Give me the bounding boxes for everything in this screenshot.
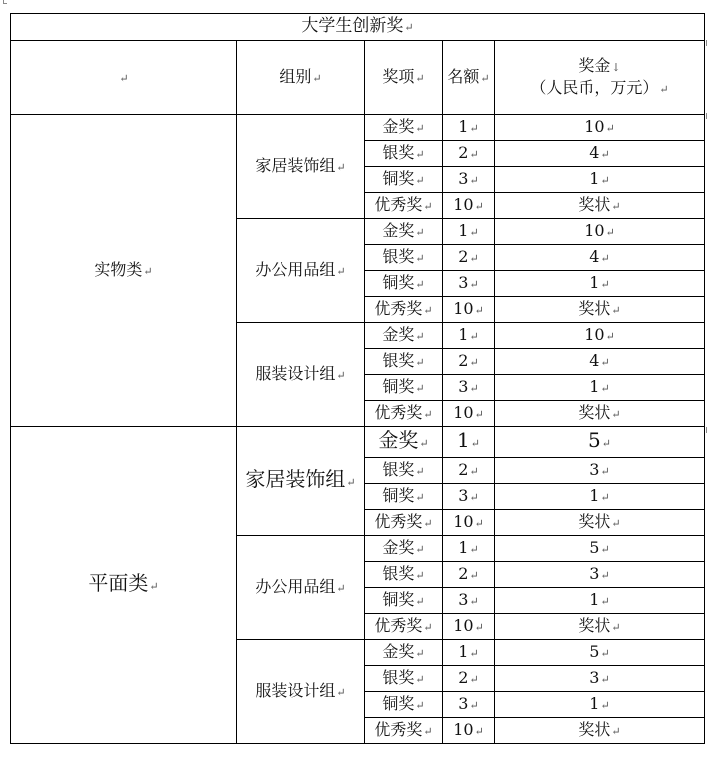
quota-cell <box>443 271 495 297</box>
award-cell <box>365 245 443 271</box>
award-cell <box>365 666 443 692</box>
paragraph-mark-icon: ↵ <box>611 407 621 421</box>
quota-cell <box>443 458 495 484</box>
award-prize: 奖状 <box>578 194 611 214</box>
paragraph-mark-icon: ↵ <box>469 355 479 369</box>
paragraph-mark-icon: ↵ <box>336 685 346 699</box>
paragraph-mark-icon: ↵ <box>611 724 621 738</box>
quota-cell <box>443 193 495 219</box>
award-name: 优秀奖 <box>374 298 423 318</box>
paragraph-mark-icon: ↵ <box>415 464 425 478</box>
paragraph-mark-icon: ↵ <box>474 199 484 213</box>
prize-cell <box>495 614 705 640</box>
award-count: 2 <box>458 459 469 479</box>
header-quota-cell <box>443 41 495 115</box>
award-prize: 1 <box>589 168 600 188</box>
paragraph-mark-icon: ↵ <box>600 490 610 504</box>
prize-cell <box>495 640 705 666</box>
paragraph-mark-icon: ↵ <box>415 381 425 395</box>
award-cell <box>365 692 443 718</box>
quota-cell <box>443 640 495 666</box>
award-cell <box>365 640 443 666</box>
group-name: 家居装饰组 <box>255 155 336 175</box>
quota-cell <box>443 115 495 141</box>
margin-tick <box>703 427 707 433</box>
paragraph-mark-icon: ↵ <box>474 620 484 634</box>
prize-cell <box>495 375 705 401</box>
award-cell <box>365 562 443 588</box>
paragraph-mark-icon: ↵ <box>469 251 479 265</box>
award-name: 银奖 <box>382 142 415 162</box>
award-prize: 奖状 <box>578 719 611 739</box>
award-count: 10 <box>453 298 474 318</box>
paragraph-mark-icon: ↵ <box>469 277 479 291</box>
paragraph-mark-icon: ↵ <box>611 199 621 213</box>
paragraph-mark-icon: ↵ <box>600 698 610 712</box>
award-prize: 4 <box>589 246 600 266</box>
award-cell <box>365 614 443 640</box>
paragraph-mark-icon: ↵ <box>415 698 425 712</box>
award-prize: 5 <box>588 428 601 452</box>
margin-tick <box>703 40 707 46</box>
paragraph-mark-icon: ↵ <box>601 437 611 450</box>
paragraph-mark-icon: ↵ <box>415 225 425 239</box>
paragraph-mark-icon: ↵ <box>469 464 479 478</box>
quota-cell <box>443 219 495 245</box>
prize-cell <box>495 349 705 375</box>
paragraph-mark-icon: ↵ <box>474 303 484 317</box>
paragraph-mark-icon: ↵ <box>423 199 433 213</box>
paragraph-mark-icon: ↵ <box>469 225 479 239</box>
award-count: 10 <box>453 719 474 739</box>
award-prize: 奖状 <box>578 511 611 531</box>
paragraph-mark-icon: ↵ <box>336 160 346 174</box>
prize-cell <box>495 536 705 562</box>
award-count: 1 <box>458 537 469 557</box>
paragraph-mark-icon: ↵ <box>605 329 615 343</box>
category-cell <box>11 115 237 427</box>
award-name: 金奖 <box>382 324 415 344</box>
award-count: 2 <box>458 350 469 370</box>
prize-cell <box>495 427 705 458</box>
award-cell <box>365 219 443 245</box>
quota-cell <box>443 167 495 193</box>
header-group: 组别 <box>279 66 312 86</box>
prize-cell <box>495 666 705 692</box>
award-prize: 1 <box>589 485 600 505</box>
paragraph-mark-icon: ↵ <box>423 724 433 738</box>
paragraph-mark-icon: ↵ <box>415 71 425 85</box>
award-prize: 奖状 <box>578 615 611 635</box>
paragraph-mark-icon: ↵ <box>605 225 615 239</box>
award-name: 金奖 <box>382 537 415 557</box>
paragraph-mark-icon: ↵ <box>470 437 480 450</box>
award-name: 优秀奖 <box>374 719 423 739</box>
award-count: 10 <box>453 194 474 214</box>
quota-cell <box>443 510 495 536</box>
quota-cell <box>443 614 495 640</box>
prize-cell <box>495 718 705 744</box>
award-prize: 3 <box>589 459 600 479</box>
quota-cell <box>443 245 495 271</box>
award-count: 10 <box>453 511 474 531</box>
header-group-cell <box>237 41 365 115</box>
paragraph-mark-icon: ↵ <box>600 251 610 265</box>
award-cell <box>365 458 443 484</box>
paragraph-mark-icon: ↵ <box>423 407 433 421</box>
quota-cell <box>443 297 495 323</box>
award-cell <box>365 375 443 401</box>
table-title-cell <box>11 14 705 41</box>
group-cell <box>237 219 365 323</box>
paragraph-mark-icon: ↵ <box>480 71 490 85</box>
prize-cell <box>495 271 705 297</box>
award-prize: 5 <box>589 537 600 557</box>
group-cell <box>237 323 365 427</box>
table-title: 大学生创新奖 <box>301 16 404 36</box>
quota-cell <box>443 562 495 588</box>
paragraph-mark-icon: ↵ <box>611 516 621 530</box>
prize-cell <box>495 167 705 193</box>
award-prize: 奖状 <box>578 298 611 318</box>
quota-cell <box>443 375 495 401</box>
paragraph-mark-icon: ↵ <box>415 173 425 187</box>
paragraph-mark-icon: ↵ <box>600 355 610 369</box>
award-count: 3 <box>458 168 469 188</box>
award-cell <box>365 167 443 193</box>
paragraph-mark-icon: ↵ <box>423 303 433 317</box>
paragraph-mark-icon: ↵ <box>469 329 479 343</box>
award-name: 铜奖 <box>382 589 415 609</box>
award-count: 1 <box>457 428 470 452</box>
award-name: 铜奖 <box>382 485 415 505</box>
group-name: 服装设计组 <box>255 363 336 383</box>
award-count: 2 <box>458 142 469 162</box>
award-cell <box>365 271 443 297</box>
award-name: 银奖 <box>382 667 415 687</box>
line-break-icon: ↓ <box>611 60 621 74</box>
award-prize: 3 <box>589 563 600 583</box>
header-prize-line2-wrap <box>495 78 704 100</box>
paragraph-mark-icon: ↵ <box>415 672 425 686</box>
table-row <box>11 115 705 141</box>
award-cell <box>365 297 443 323</box>
award-count: 3 <box>458 376 469 396</box>
award-prize: 3 <box>589 667 600 687</box>
header-prize-line1-wrap <box>495 56 704 78</box>
paragraph-mark-icon: ↵ <box>119 71 129 85</box>
header-award: 奖项 <box>382 66 415 86</box>
prize-cell <box>495 562 705 588</box>
paragraph-mark-icon: ↵ <box>415 542 425 556</box>
paragraph-mark-icon: ↵ <box>469 698 479 712</box>
award-prize: 1 <box>589 272 600 292</box>
award-cell <box>365 427 443 458</box>
award-count: 1 <box>458 220 469 240</box>
paragraph-mark-icon: ↵ <box>469 646 479 660</box>
paragraph-mark-icon: ↵ <box>600 173 610 187</box>
paragraph-mark-icon: ↵ <box>469 672 479 686</box>
award-name: 优秀奖 <box>374 194 423 214</box>
paragraph-mark-icon: ↵ <box>600 672 610 686</box>
category-cell <box>11 427 237 744</box>
award-cell <box>365 323 443 349</box>
award-prize: 1 <box>589 693 600 713</box>
paragraph-mark-icon: ↵ <box>469 490 479 504</box>
award-prize: 10 <box>584 324 605 344</box>
paragraph-mark-icon: ↵ <box>600 646 610 660</box>
award-count: 2 <box>458 563 469 583</box>
group-name: 家居装饰组 <box>245 467 346 491</box>
award-prize: 4 <box>589 142 600 162</box>
award-cell <box>365 193 443 219</box>
paragraph-mark-icon: ↵ <box>469 121 479 135</box>
quota-cell <box>443 718 495 744</box>
paragraph-mark-icon: ↵ <box>312 71 322 85</box>
paragraph-mark-icon: ↵ <box>469 147 479 161</box>
prize-cell <box>495 588 705 614</box>
prize-cell <box>495 484 705 510</box>
paragraph-mark-icon: ↵ <box>143 264 153 278</box>
paragraph-mark-icon: ↵ <box>469 542 479 556</box>
prize-cell <box>495 510 705 536</box>
quota-cell <box>443 349 495 375</box>
award-count: 2 <box>458 246 469 266</box>
table-row <box>11 427 705 458</box>
quota-cell <box>443 427 495 458</box>
award-prize: 4 <box>589 350 600 370</box>
paragraph-mark-icon: ↵ <box>611 620 621 634</box>
paragraph-mark-icon: ↵ <box>336 368 346 382</box>
paragraph-mark-icon: ↵ <box>600 542 610 556</box>
paragraph-mark-icon: ↵ <box>336 264 346 278</box>
award-count: 1 <box>458 641 469 661</box>
paragraph-mark-icon: ↵ <box>605 121 615 135</box>
group-name: 办公用品组 <box>255 259 336 279</box>
paragraph-mark-icon: ↵ <box>415 594 425 608</box>
award-count: 1 <box>458 116 469 136</box>
paragraph-mark-icon: ↵ <box>600 277 610 291</box>
award-prize: 奖状 <box>578 402 611 422</box>
paragraph-mark-icon: ↵ <box>600 594 610 608</box>
paragraph-mark-icon: ↵ <box>415 277 425 291</box>
prize-cell <box>495 141 705 167</box>
quota-cell <box>443 666 495 692</box>
award-cell <box>365 718 443 744</box>
paragraph-mark-icon: ↵ <box>415 329 425 343</box>
award-cell <box>365 510 443 536</box>
award-name: 优秀奖 <box>374 511 423 531</box>
award-name: 铜奖 <box>382 376 415 396</box>
award-cell <box>365 484 443 510</box>
award-prize: 10 <box>584 220 605 240</box>
award-prize: 5 <box>589 641 600 661</box>
paragraph-mark-icon: ↵ <box>469 381 479 395</box>
award-count: 10 <box>453 402 474 422</box>
award-cell <box>365 588 443 614</box>
paragraph-mark-icon: ↵ <box>346 476 356 489</box>
quota-cell <box>443 141 495 167</box>
group-cell <box>237 640 365 744</box>
award-count: 2 <box>458 667 469 687</box>
paragraph-mark-icon: ↵ <box>423 620 433 634</box>
paragraph-mark-icon: ↵ <box>600 381 610 395</box>
paragraph-mark-icon: ↵ <box>600 464 610 478</box>
header-prize-cell <box>495 41 705 115</box>
header-quota: 名额 <box>447 66 480 86</box>
award-name: 优秀奖 <box>374 615 423 635</box>
margin-tick <box>703 113 707 119</box>
award-name: 银奖 <box>382 350 415 370</box>
category-name: 平面类 <box>88 571 149 595</box>
header-blank-cell <box>11 41 237 115</box>
award-count: 3 <box>458 485 469 505</box>
category-name: 实物类 <box>94 259 143 279</box>
prize-cell <box>495 219 705 245</box>
paragraph-mark-icon: ↵ <box>423 516 433 530</box>
award-cell <box>365 536 443 562</box>
paragraph-mark-icon: ↵ <box>659 82 669 96</box>
award-table <box>10 13 705 744</box>
prize-cell <box>495 245 705 271</box>
prize-cell <box>495 458 705 484</box>
award-prize: 1 <box>589 376 600 396</box>
title-row <box>11 14 705 41</box>
award-cell <box>365 349 443 375</box>
quota-cell <box>443 484 495 510</box>
award-name: 金奖 <box>378 428 419 452</box>
paragraph-mark-icon: ↵ <box>415 490 425 504</box>
award-cell <box>365 401 443 427</box>
corner-mark <box>3 0 7 4</box>
paragraph-mark-icon: ↵ <box>404 21 414 34</box>
award-count: 3 <box>458 589 469 609</box>
paragraph-mark-icon: ↵ <box>415 147 425 161</box>
quota-cell <box>443 323 495 349</box>
paragraph-mark-icon: ↵ <box>469 173 479 187</box>
paragraph-mark-icon: ↵ <box>415 251 425 265</box>
prize-cell <box>495 193 705 219</box>
header-prize-line1: 奖金 <box>578 55 611 75</box>
paragraph-mark-icon: ↵ <box>600 147 610 161</box>
award-name: 金奖 <box>382 641 415 661</box>
paragraph-mark-icon: ↵ <box>600 568 610 582</box>
paragraph-mark-icon: ↵ <box>611 303 621 317</box>
paragraph-mark-icon: ↵ <box>469 568 479 582</box>
paragraph-mark-icon: ↵ <box>419 437 429 450</box>
award-cell <box>365 141 443 167</box>
quota-cell <box>443 588 495 614</box>
quota-cell <box>443 692 495 718</box>
prize-cell <box>495 115 705 141</box>
award-count: 1 <box>458 324 469 344</box>
paragraph-mark-icon: ↵ <box>474 724 484 738</box>
award-cell <box>365 115 443 141</box>
header-prize-line2: （人民币，万元） <box>530 77 659 97</box>
award-name: 优秀奖 <box>374 402 423 422</box>
header-row <box>11 41 705 115</box>
group-cell <box>237 536 365 640</box>
award-name: 金奖 <box>382 116 415 136</box>
award-name: 铜奖 <box>382 693 415 713</box>
prize-cell <box>495 323 705 349</box>
prize-cell <box>495 401 705 427</box>
award-count: 3 <box>458 693 469 713</box>
paragraph-mark-icon: ↵ <box>415 355 425 369</box>
award-prize: 10 <box>584 116 605 136</box>
award-prize: 1 <box>589 589 600 609</box>
quota-cell <box>443 536 495 562</box>
paragraph-mark-icon: ↵ <box>415 568 425 582</box>
quota-cell <box>443 401 495 427</box>
award-name: 铜奖 <box>382 272 415 292</box>
prize-cell <box>495 692 705 718</box>
award-name: 铜奖 <box>382 168 415 188</box>
award-count: 10 <box>453 615 474 635</box>
header-award-cell <box>365 41 443 115</box>
prize-cell <box>495 297 705 323</box>
group-name: 办公用品组 <box>255 576 336 596</box>
paragraph-mark-icon: ↵ <box>469 594 479 608</box>
paragraph-mark-icon: ↵ <box>149 580 159 593</box>
award-name: 银奖 <box>382 563 415 583</box>
paragraph-mark-icon: ↵ <box>415 121 425 135</box>
award-name: 银奖 <box>382 459 415 479</box>
paragraph-mark-icon: ↵ <box>474 516 484 530</box>
group-cell <box>237 115 365 219</box>
group-name: 服装设计组 <box>255 680 336 700</box>
paragraph-mark-icon: ↵ <box>474 407 484 421</box>
award-count: 3 <box>458 272 469 292</box>
award-name: 金奖 <box>382 220 415 240</box>
paragraph-mark-icon: ↵ <box>415 646 425 660</box>
award-name: 银奖 <box>382 246 415 266</box>
group-cell <box>237 427 365 536</box>
award-table-body <box>11 14 705 744</box>
paragraph-mark-icon: ↵ <box>336 581 346 595</box>
